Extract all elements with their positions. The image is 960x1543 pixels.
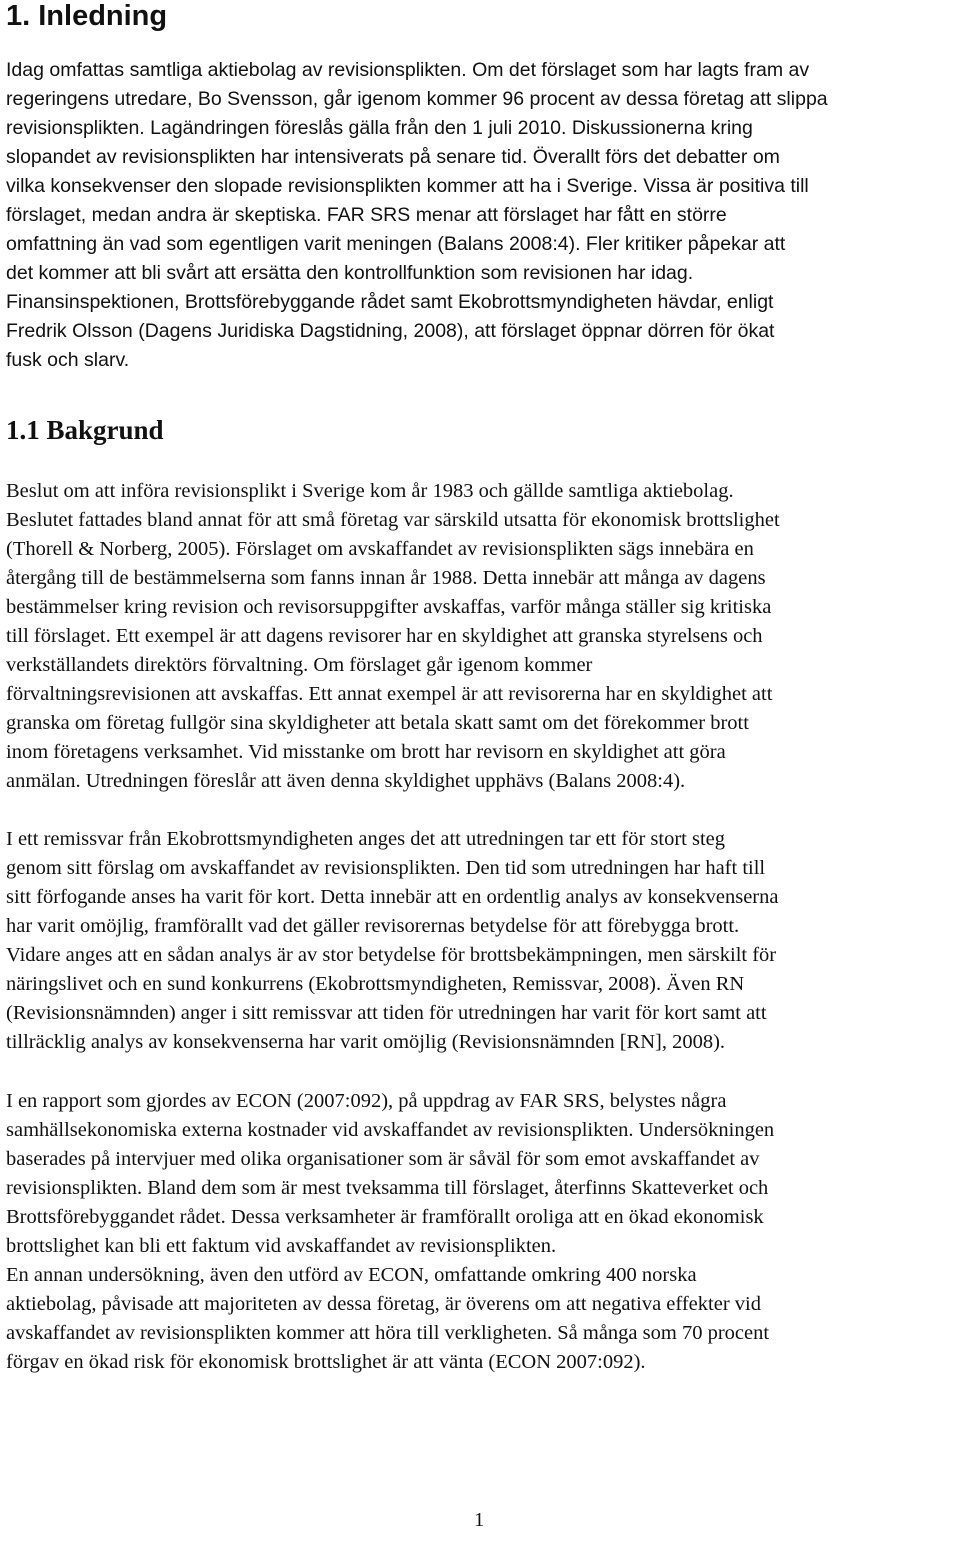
text-line: revisionsplikten. Lagändringen föreslås gälla från den 1 juli 2010. Diskussionerna kring — [6, 117, 753, 139]
text-line: sitt förfogande anses ha varit för kort. Detta innebär att en ordentlig analys av konsekvenserna — [6, 886, 779, 908]
text-line: Fredrik Olsson (Dagens Juridiska Dagstidning, 2008), att förslaget öppnar dörren för ökat — [6, 320, 775, 342]
background-paragraph-2 — [6, 825, 778, 1057]
text-line: I en rapport som gjordes av ECON (2007:092), på uppdrag av FAR SRS, belystes några — [6, 1090, 727, 1112]
intro-paragraph — [6, 56, 828, 375]
text-line: har varit omöjlig, framförallt vad det gäller revisorernas betydelse för att förebygga brott. — [6, 915, 740, 937]
text-line: Finansinspektionen, Brottsförebyggande rådet samt Ekobrottsmyndigheten hävdar, enligt — [6, 291, 774, 313]
text-line: (Revisionsnämnden) anger i sitt remissvar att tiden för utredningen har varit för kort samt att — [6, 1002, 767, 1024]
text-line: avskaffandet av revisionsplikten kommer att höra till verkligheten. Så många som 70 procent — [6, 1322, 770, 1344]
text-line: genom sitt förslag om avskaffandet av revisionsplikten. Den tid som utredningen har haft till — [6, 857, 766, 879]
text-line: revisionsplikten. Bland dem som är mest tveksamma till förslaget, återfinns Skatteverket och — [6, 1177, 769, 1199]
text-line: det kommer att bli svårt att ersätta den kontrollfunktion som revisionen har idag. — [6, 262, 694, 284]
text-line: anmälan. Utredningen föreslår att även denna skyldighet upphävs (Balans 2008:4). — [6, 770, 686, 792]
text-line: Beslutet fattades bland annat för att små företag var särskild utsatta för ekonomisk brottslighet — [6, 509, 780, 531]
text-line: inom företagens verksamhet. Vid misstanke om brott har revisorn en skyldighet att göra — [6, 741, 726, 763]
text-line: baserades på intervjuer med olika organisationer som är såväl för som emot avskaffandet av — [6, 1148, 760, 1170]
text-line: tillräcklig analys av konsekvenserna har varit omöjlig (Revisionsnämnden [RN], 2008). — [6, 1031, 726, 1053]
text-line: till förslaget. Ett exempel är att dagens revisorer har en skyldighet att granska styrelsens och — [6, 625, 763, 647]
text-line: granska om företag fullgör sina skyldigheter att betala skatt samt om det förekommer brott — [6, 712, 749, 734]
text-line: återgång till de bestämmelserna som fanns innan år 1988. Detta innebär att många av dagens — [6, 567, 766, 589]
text-line: förgav en ökad risk för ekonomisk brottslighet är att vänta (ECON 2007:092). — [6, 1351, 646, 1373]
text-line: aktiebolag, påvisade att majoriteten av dessa företag, är överens om att negativa effekter vid — [6, 1293, 761, 1315]
text-line: förvaltningsrevisionen att avskaffas. Ett annat exempel är att revisorerna har en skyldighet att — [6, 683, 773, 705]
text-line: Idag omfattas samtliga aktiebolag av revisionsplikten. Om det förslaget som har lagts fram av — [6, 59, 810, 81]
text-line: I ett remissvar från Ekobrottsmyndigheten anges det att utredningen tar ett för stort steg — [6, 828, 726, 850]
text-line: vilka konsekvenser den slopade revisionsplikten kommer att ha i Sverige. Vissa är positiva till — [6, 175, 809, 197]
background-paragraph-3 — [6, 1087, 774, 1377]
text-line: (Thorell & Norberg, 2005). Förslaget om avskaffandet av revisionsplikten sägs innebära en — [6, 538, 754, 560]
text-line: omfattning än vad som egentligen varit meningen (Balans 2008:4). Fler kritiker påpekar att — [6, 233, 786, 255]
text-line: brottslighet kan bli ett faktum vid avskaffandet av revisionsplikten. — [6, 1235, 557, 1257]
section-heading: 1.1 Bakgrund — [6, 415, 164, 445]
text-line: En annan undersökning, även den utförd av ECON, omfattande omkring 400 norska — [6, 1264, 697, 1286]
text-line: Vidare anges att en sådan analys är av stor betydelse för brottsbekämpningen, men särskilt för — [6, 944, 777, 966]
text-line: samhällsekonomiska externa kostnader vid avskaffandet av revisionsplikten. Undersökningen — [6, 1119, 775, 1141]
background-paragraph-1 — [6, 477, 780, 796]
text-line: förslaget, medan andra är skeptiska. FAR SRS menar att förslaget har fått en större — [6, 204, 727, 226]
text-line: Beslut om att införa revisionsplikt i Sverige kom år 1983 och gällde samtliga aktiebolag. — [6, 480, 734, 502]
text-line: slopandet av revisionsplikten har intensiverats på senare tid. Överallt förs det debatter om — [6, 146, 780, 168]
text-line: fusk och slarv. — [6, 349, 130, 371]
text-line: regeringens utredare, Bo Svensson, går igenom kommer 96 procent av dessa företag att slippa — [6, 88, 828, 110]
text-line: näringslivet och en sund konkurrens (Ekobrottsmyndigheten, Remissvar, 2008). Även RN — [6, 973, 745, 995]
text-line: verkställandets direktörs förvaltning. Om förslaget går igenom kommer — [6, 654, 593, 676]
page-number: 1 — [474, 1509, 485, 1531]
chapter-heading: 1. Inledning — [6, 0, 168, 32]
text-line: Brottsförebyggandet rådet. Dessa verksamheter är framförallt oroliga att en ökad ekonomisk — [6, 1206, 764, 1228]
text-line: bestämmelser kring revision och revisorsuppgifter avskaffas, varför många ställer sig kritiska — [6, 596, 772, 618]
